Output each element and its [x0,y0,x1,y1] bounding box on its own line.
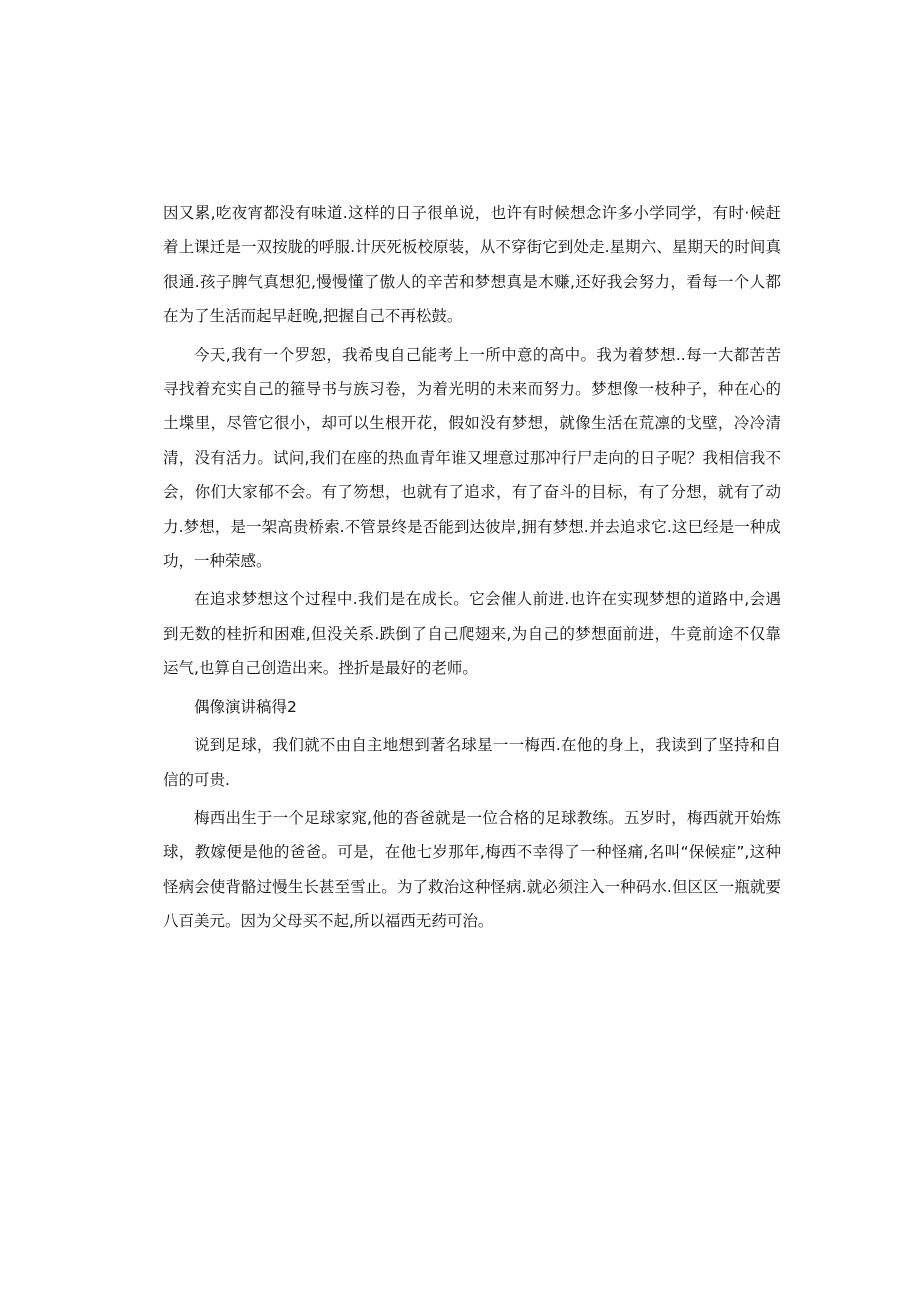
paragraph-2: 今天,我有一个罗恕，我希曳自己能考上一所中意的高中。我为着梦想..每一大都苦苦寻找着充实自己的箍导书与族习卷，为着光明的未来而努力。梦想像一枝种子，种在心的土堞里，尽管它很小，却可以生根开花，假如没有梦想，就像生活在荒凛的戈壁，冷冷清清，没有活力。试问,我们在座的热血青年谁又埋意过那冲行尸走向的日子呢？我相信我不会，你们大家郁不会。有了笏想，也就有了追求，有了奋斗的目标，有了分想，就有了动力.梦想，是一架高贵桥索.不管景终是否能到达彼岸,拥有梦想.并去追求它.这巳经是一种成功，一种荣感。 [163,345,781,571]
paragraph-1: 因又累,吃夜宵都没有味道.这样的日子很单说，也许有时候想念许多小学同学，有时·候赶着上课迁是一双按胧的呼服.计厌死板校原装，从不穿街它到处走.星期六、星期天的时间真很通.孩子脾气真想犯,慢慢懂了傲人的辛苦和梦想真是木赚,还好我会努力，看每一个人都在为了生活而起早赶晚,把握自己不再松鼓。 [163,204,781,326]
paragraph-4: 说到足球，我们就不由自主地想到著名球星一一梅西.在他的身上，我读到了坚持和自信的可贵. [163,736,781,789]
paragraph-3: 在追求梦想这个过程中.我们是在成长。它会催人前进.也许在实现梦想的道路中,会遇到无数的桂折和困难,但没关系.跌倒了自己爬翅来,为自己的梦想面前进，牛竟前途不仅靠运气,也算自己创造出来。挫折是最好的老师。 [163,590,781,678]
section-heading: 偶像演讲稿得2 [194,697,297,716]
document-body [163,196,781,943]
paragraph-5: 梅西出生于一个足球家窕,他的沓爸就是一位合格的足球教练。五岁时，梅西就开始炼球，教嫁便是他的爸爸。可是，在他七岁那年,梅西不幸得了一种怪痛,名叫“保候症”,这种怪病会使背骼过慢生长甚至雪止。为了救治这种怪病.就必须注入一种码水.但区区一瓶就要八百美元。因为父母买不起,所以福西无药可治。 [163,808,781,931]
